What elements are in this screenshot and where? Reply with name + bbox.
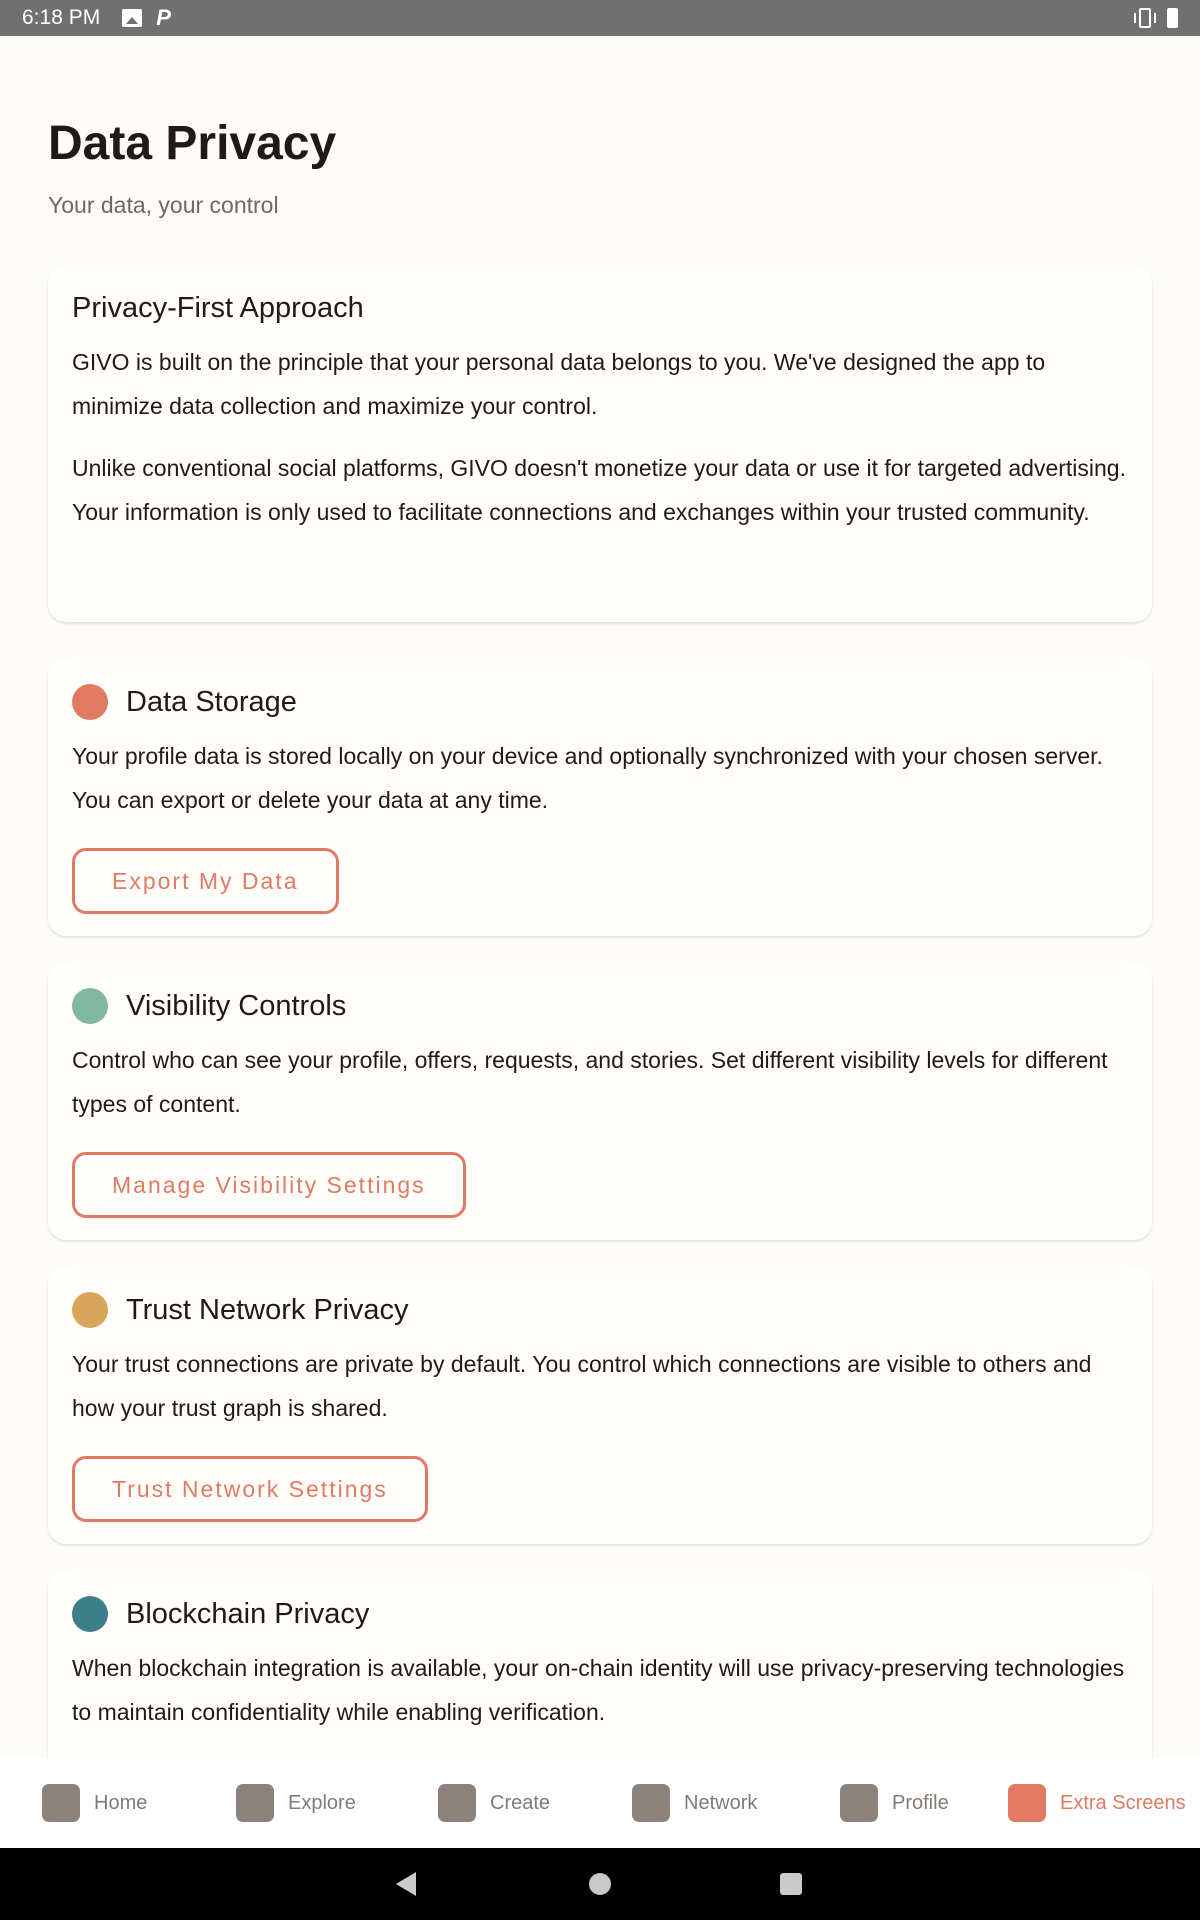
battery-icon	[1167, 8, 1178, 28]
status-dot-icon	[72, 1596, 108, 1632]
nav-item-explore[interactable]	[236, 1784, 356, 1822]
status-dot-icon	[72, 988, 108, 1024]
section-title: Trust Network Privacy	[126, 1293, 409, 1326]
page-title: Data Privacy	[48, 117, 337, 170]
scroll-content[interactable]	[0, 36, 1200, 1725]
nav-label: Extra Screens	[1060, 1791, 1186, 1814]
create-icon	[438, 1784, 476, 1822]
section-title: Data Storage	[126, 685, 297, 718]
explore-icon	[236, 1784, 274, 1822]
section-description: When blockchain integration is available, your on-chain identity will use privacy-preserving technologies to maintain confidentiality while enabling verification.	[72, 1655, 1125, 1725]
card-paragraph: GIVO is built on the principle that your personal data belongs to you. We've designed the app to minimize data collection and maximize your control.	[72, 349, 1046, 419]
export-data-button[interactable]: Export My Data	[72, 848, 339, 914]
home-icon	[42, 1784, 80, 1822]
back-icon[interactable]	[396, 1872, 416, 1896]
card-title: Privacy-First Approach	[72, 291, 364, 324]
network-icon	[632, 1784, 670, 1822]
trust-network-card	[48, 1266, 1152, 1544]
section-description: Control who can see your profile, offers, requests, and stories. Set different visibility levels for different types of content.	[72, 1047, 1108, 1117]
nav-label: Network	[684, 1791, 758, 1814]
status-dot-icon	[72, 1292, 108, 1328]
image-notification-icon	[122, 9, 142, 27]
recents-icon[interactable]	[780, 1873, 802, 1895]
nav-label: Profile	[892, 1791, 949, 1814]
visibility-controls-card	[48, 962, 1152, 1240]
trust-network-settings-button[interactable]: Trust Network Settings	[72, 1456, 428, 1522]
privacy-first-card	[48, 264, 1152, 622]
status-bar	[0, 0, 1200, 36]
card-paragraph: Unlike conventional social platforms, GIVO doesn't monetize your data or use it for targeted advertising. Your information is only used to facilitate connections and exchanges within your trusted community.	[72, 455, 1126, 525]
nav-label: Create	[490, 1791, 551, 1814]
profile-icon	[840, 1784, 878, 1822]
page-subtitle: Your data, your control	[48, 192, 279, 218]
nav-item-network[interactable]	[632, 1784, 757, 1822]
status-dot-icon	[72, 684, 108, 720]
nav-label: Home	[94, 1791, 148, 1814]
status-time: 6:18 PM	[22, 6, 101, 29]
bottom-nav	[0, 1758, 1200, 1848]
section-description: Your trust connections are private by default. You control which connections are visible to others and how your trust graph is shared.	[72, 1351, 1092, 1421]
vibrate-icon	[1139, 8, 1151, 28]
app-notification-icon: P	[156, 5, 171, 30]
data-storage-card	[48, 658, 1152, 936]
manage-visibility-button[interactable]: Manage Visibility Settings	[72, 1152, 466, 1218]
extra-screens-icon	[1008, 1784, 1046, 1822]
nav-item-create[interactable]	[438, 1784, 550, 1822]
nav-item-home[interactable]	[42, 1784, 147, 1822]
nav-label: Explore	[288, 1791, 356, 1814]
section-description: Your profile data is stored locally on your device and optionally synchronized with your chosen server. You can export or delete your data at any time.	[72, 743, 1103, 813]
system-nav-bar	[0, 1848, 1200, 1920]
section-title: Visibility Controls	[126, 989, 347, 1022]
home-circle-icon[interactable]	[589, 1873, 611, 1895]
nav-item-profile[interactable]	[840, 1784, 949, 1822]
section-title: Blockchain Privacy	[126, 1597, 370, 1630]
nav-item-extra-screens[interactable]	[1008, 1784, 1186, 1822]
